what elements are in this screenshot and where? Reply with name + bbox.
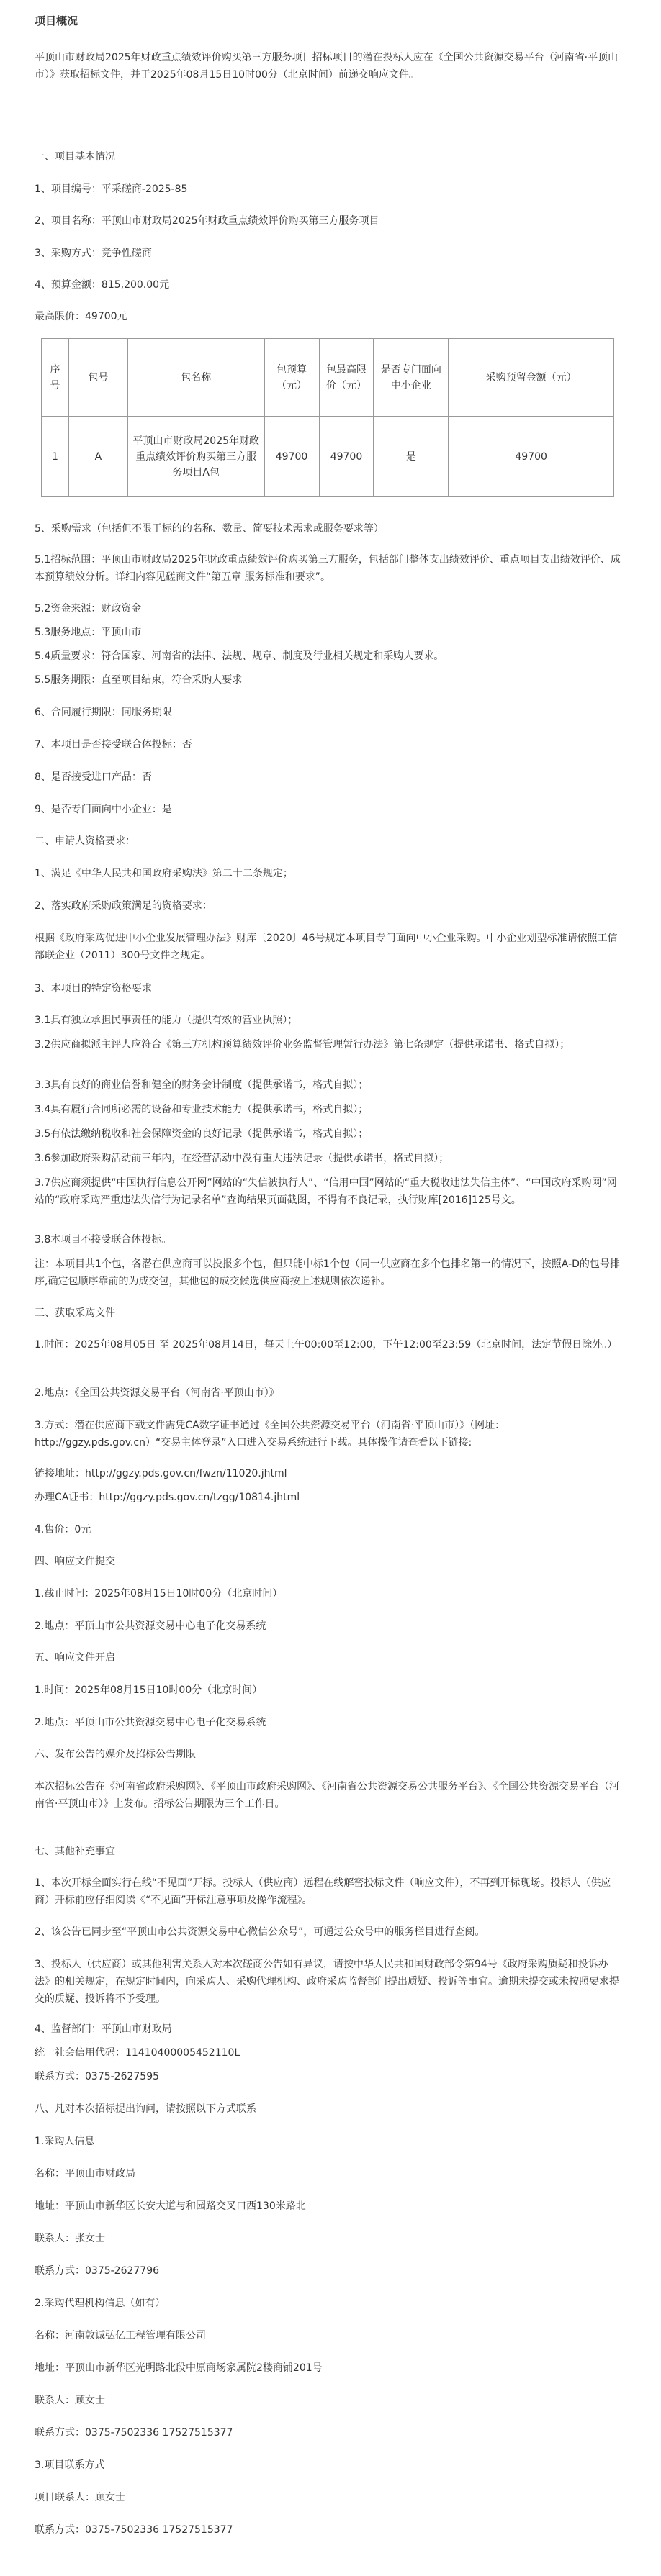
section-1-title: 一、项目基本情况 [35, 151, 115, 163]
supplement-2: 2、该公告已同步至“平顶山市公共资源交易中心微信公众号”，可通过公众号中的服务栏目进行查阅。 [35, 1926, 485, 1938]
section-6-title: 六、发布公告的媒介及招标公告期限 [35, 1749, 196, 1760]
page-heading: 项目概况 [35, 14, 78, 27]
procurement-method: 3、采购方式：竞争性磋商 [35, 248, 152, 259]
sme-only: 9、是否专门面向中小企业：是 [35, 804, 172, 815]
table-cell: 49700 [319, 417, 374, 497]
project-name: 2、项目名称：平顶山市财政局2025年财政重点绩效评价购买第三方服务项目 [35, 215, 379, 227]
table-cell: 49700 [264, 417, 319, 497]
consortium-allowed: 7、本项目是否接受联合体投标：否 [35, 739, 192, 750]
section-8-title: 八、凡对本次招标提出询问，请按照以下方式联系 [35, 2103, 256, 2115]
document-location: 2.地点：《全国公共资源交易平台（河南省·平顶山市）》 [35, 1387, 279, 1399]
ca-certificate-link[interactable]: 办理CA证书：http://ggzy.pds.gov.cn/tzgg/10814.jhtml [35, 1492, 300, 1503]
procurement-requirements: 5、采购需求（包括但不限于标的的名称、数量、简要技术需求或服务要求等） [35, 523, 384, 535]
supplement-1: 1、本次开标全面实行在线“不见面”开标。投标人（供应商）远程在线解密投标文件（响应文件），不再到开标现场。投标人（供应商）开标前应仔细阅读《“不见面”开标注意事项及操作流程》。 [35, 1877, 611, 1906]
publication-media: 本次招标公告在《河南省政府采购网》、《平顶山市政府采购网》、《河南省公共资源交易公共服务平台》、《全国公共资源交易平台（河南省·平顶山市）》上发布。招标公告期限为三个工作日。 [35, 1781, 619, 1810]
scope-5-2: 5.2资金来源：财政资金 [35, 603, 142, 614]
submission-deadline: 1.截止时间：2025年08月15日10时00分（北京时间） [35, 1588, 283, 1600]
table-cell: A [68, 417, 127, 497]
purchaser-info-title: 1.采购人信息 [35, 2136, 95, 2147]
package-table [41, 338, 614, 497]
scope-5-3: 5.3服务地点：平顶山市 [35, 627, 142, 638]
requirement-3-7: 3.7供应商须提供“中国执行信息公开网”网站的“失信被执行人”、“信用中国”网站的“重大税收违法失信主体”、“中国政府采购网”网站的“政府采购严重违法失信行为记录名单”查询结果页面截图，不得有不良记录，执行财库[2016]125号文。 [35, 1177, 617, 1206]
table-cell: 平顶山市财政局2025年财政重点绩效评价购买第三方服务项目A包 [127, 417, 264, 497]
requirement-3-1: 3.1具有独立承担民事责任的能力（提供有效的营业执照）； [35, 1015, 298, 1026]
project-contact-person: 项目联系人：顾女士 [35, 2492, 125, 2503]
purchaser-address: 地址：平顶山市新华区长安大道与和园路交叉口西130米路北 [35, 2200, 306, 2212]
section-4-title: 四、响应文件提交 [35, 1556, 115, 1567]
purchaser-contact: 联系人：张女士 [35, 2233, 105, 2244]
requirement-3-8: 3.8本项目不接受联合体投标。 [35, 1234, 172, 1246]
document-price: 4.售价：0元 [35, 1524, 91, 1536]
agency-contact: 联系人：顾女士 [35, 2395, 105, 2406]
requirement-3-4: 3.4具有履行合同所必需的设备和专业技术能力（提供承诺书，格式自拟）； [35, 1104, 369, 1115]
requirement-3-3: 3.3具有良好的商业信誉和健全的财务会计制度（提供承诺书，格式自拟）； [35, 1079, 369, 1091]
project-number: 1、项目编号：平采磋商-2025-85 [35, 183, 188, 195]
scope-5-5: 5.5服务期限：直至项目结束，符合采购人要求 [35, 674, 243, 686]
supervision-credit-code: 统一社会信用代码：11410400005452110L [35, 2047, 240, 2059]
qualification-2: 2、落实政府采购政策满足的资格要求： [35, 900, 212, 912]
imports-allowed: 8、是否接受进口产品：否 [35, 771, 152, 783]
guide-link[interactable]: 链接地址：http://ggzy.pds.gov.cn/fwzn/11020.jhtml [35, 1468, 287, 1479]
supplement-3: 3、投标人（供应商）或其他利害关系人对本次磋商公告如有异议，请按中华人民共和国财政部令第94号《政府采购质疑和投诉办法》的相关规定，在规定时间内，向采购人、采购代理机构、政府采购监督部门提出质疑、投诉等事宜。逾期未提交或未按照要求提交的质疑、投诉将不予受理。 [35, 1959, 619, 2005]
package-note: 注：本项目共1个包，各潜在供应商可以投报多个包，但只能中标1个包（同一供应商在多个包排名第一的情况下，按照A-D的包号排序,确定包顺序靠前的为成交包，其他包的成交候选供应商按上述规则依次递补。 [35, 1258, 620, 1287]
budget-amount: 4、预算金额：815,200.00元 [35, 279, 170, 291]
table-cell: 是 [374, 417, 449, 497]
section-2-title: 二、申请人资格要求： [35, 835, 135, 847]
supervision-dept: 4、监督部门：平顶山市财政局 [35, 2023, 172, 2035]
purchaser-phone: 联系方式：0375-2627796 [35, 2265, 160, 2277]
opening-location: 2.地点：平顶山市公共资源交易中心电子化交易系统 [35, 1717, 266, 1728]
table-header-row [42, 339, 614, 417]
project-contact-title: 3.项目联系方式 [35, 2459, 105, 2471]
section-3-title: 三、获取采购文件 [35, 1307, 115, 1319]
requirement-3-6: 3.6参加政府采购活动前三年内，在经营活动中没有重大违法记录（提供承诺书，格式自拟）； [35, 1153, 449, 1164]
max-price: 最高限价：49700元 [35, 311, 127, 322]
requirement-3-2: 3.2供应商拟派主评人应符合《第三方机构预算绩效评价业务监督管理暂行办法》第七条规定（提供承诺书、格式自拟）； [35, 1039, 570, 1051]
section-7-title: 七、其他补充事宜 [35, 1846, 115, 1857]
document-method: 3.方式：潜在供应商下载文件需凭CA数字证书通过《全国公共资源交易平台（河南省·平顶山市）》（网址：http://ggzy.pds.gov.cn）“交易主体登录”入口进入交易系统进行下载。具体操作请查看以下链接: [35, 1420, 505, 1448]
qualification-1: 1、满足《中华人民共和国政府采购法》第二十二条规定； [35, 868, 293, 879]
table-header-cell: 序号 [42, 339, 69, 417]
agency-name: 名称：河南敦诚弘亿工程管理有限公司 [35, 2330, 206, 2341]
qualification-3: 3、本项目的特定资格要求 [35, 983, 152, 994]
section-5-title: 五、响应文件开启 [35, 1652, 115, 1664]
scope-5-1: 5.1招标范围：平顶山市财政局2025年财政重点绩效评价购买第三方服务，包括部门整体支出绩效评价、重点项目支出绩效评价、成本预算绩效分析。详细内容见磋商文件“第五章 服务标准和要求”。 [35, 554, 621, 583]
purchaser-name: 名称：平顶山市财政局 [35, 2168, 135, 2180]
supervision-phone: 联系方式：0375-2627595 [35, 2071, 160, 2082]
submission-location: 2.地点：平顶山市公共资源交易中心电子化交易系统 [35, 1620, 266, 1632]
table-header-cell: 包号 [68, 339, 127, 417]
qualification-2-desc: 根据《政府采购促进中小企业发展管理办法》财库〔2020〕46号规定本项目专门面向中小企业采购。中小企业划型标准请依照工信部联企业（2011）300号文件之规定。 [35, 933, 618, 961]
agency-info-title: 2.采购代理机构信息（如有） [35, 2298, 166, 2309]
opening-time: 1.时间：2025年08月15日10时00分（北京时间） [35, 1684, 263, 1696]
contract-term: 6、合同履行期限：同服务期限 [35, 707, 172, 718]
agency-phone: 联系方式：0375-7502336 17527515377 [35, 2427, 233, 2439]
table-cell: 1 [42, 417, 69, 497]
scope-5-4: 5.4质量要求：符合国家、河南省的法律、法规、规章、制度及行业相关规定和采购人要求。 [35, 650, 444, 662]
table-header-cell: 包名称 [127, 339, 264, 417]
project-contact-phone: 联系方式：0375-7502336 17527515377 [35, 2524, 233, 2536]
document-time: 1.时间：2025年08月05日 至 2025年08月14日，每天上午00:00至12:00，下午12:00至23:59（北京时间，法定节假日除外。） [35, 1339, 618, 1351]
table-header-cell: 包预算（元） [264, 339, 319, 417]
requirement-3-5: 3.5有依法缴纳税收和社会保障资金的良好记录（提供承诺书，格式自拟）； [35, 1128, 369, 1140]
table-cell: 49700 [449, 417, 614, 497]
table-header-cell: 包最高限价（元） [319, 339, 374, 417]
table-header-cell: 是否专门面向中小企业 [374, 339, 449, 417]
agency-address: 地址：平顶山市新华区光明路北段中原商场家属院2楼商铺201号 [35, 2362, 323, 2374]
table-header-cell: 采购预留金额（元） [449, 339, 614, 417]
table-row [42, 417, 614, 497]
intro-paragraph: 平顶山市财政局2025年财政重点绩效评价购买第三方服务项目招标项目的潜在投标人应在《全国公共资源交易平台（河南省·平顶山市）》获取招标文件，并于2025年08月15日10时00分（北京时间）前递交响应文件。 [35, 52, 619, 81]
